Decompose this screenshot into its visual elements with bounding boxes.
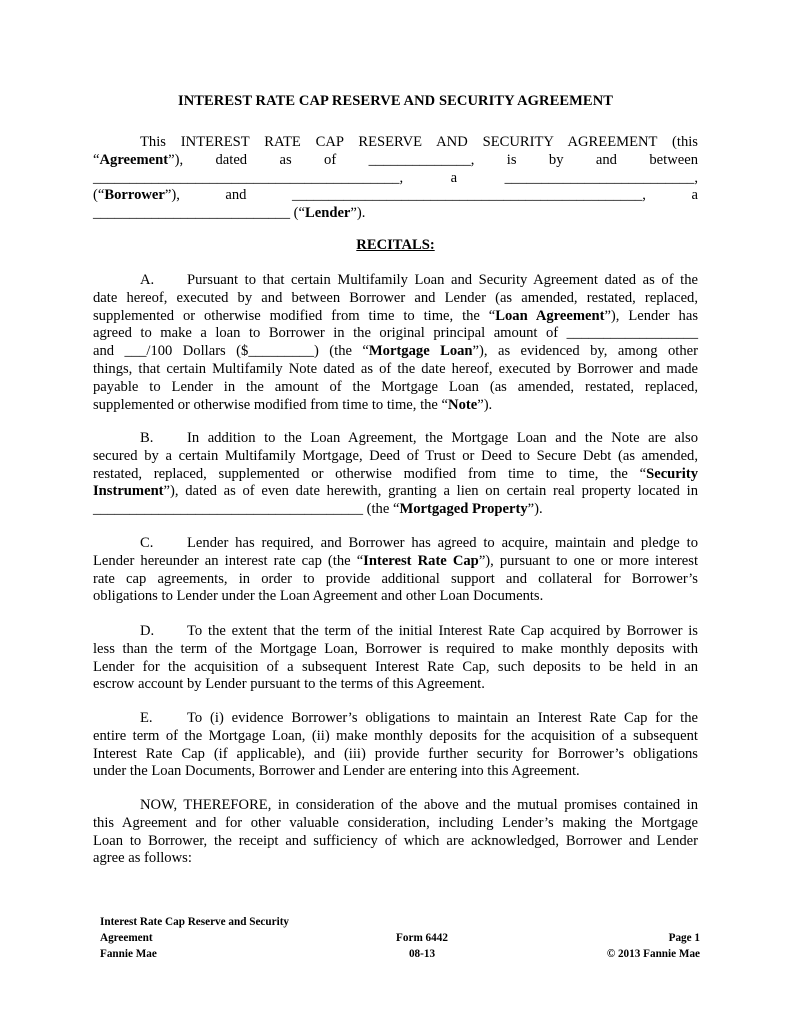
recitals-heading: RECITALS: xyxy=(356,237,435,253)
defined-term-loan-agreement: Loan Agreement xyxy=(495,307,605,324)
page-footer xyxy=(100,914,700,962)
recital-a: A. Pursuant to that certain Multifamily Loan and Security Agreement dated as of the date hereof, executed by and between Borrower and Lender (as amended, restated, replaced, supplemented or otherwise modified from time to time, the “Loan Agreement”), Lender has agreed to make a loan to Borrower in the original principal amount of __________________ and ___/100 Dollars ($_________) (the “Mortgage Loan”), as evidenced by, among other things, that certain Multifamily Note dated as of the date hereof, executed by Borrower and made payable to Lender in the amount of the Mortgage Loan (as amended, restated, replaced, supplemented or otherwise modified from time to time, the “Note”). xyxy=(93,272,698,413)
footer-page-info xyxy=(500,930,700,962)
recital-label: A. xyxy=(140,272,155,288)
recital-e: E. To (i) evidence Borrower’s obligations to maintain an Interest Rate Cap for the entire term of the Mortgage Loan, (ii) make monthly deposits for the acquisition of a subsequent Interest Rate Cap (if applicable), and (iii) provide further security for Borrower’s obligations under the Loan Documents, Borrower and Lender are entering into this Agreement. xyxy=(93,710,698,780)
defined-term-instrument: Instrument xyxy=(93,483,164,500)
recital-d: D. To the extent that the term of the initial Interest Rate Cap acquired by Borrower is less than the term of the Mortgage Loan, Borrower is required to make monthly deposits with Lender for the acquisition of a subsequent Interest Rate Cap, such deposits to be held in an escrow account by Lender pursuant to the terms of this Agreement. xyxy=(93,623,698,693)
recital-label: E. xyxy=(140,710,153,726)
defined-term-security: Security xyxy=(646,465,698,482)
copyright: © 2013 Fannie Mae xyxy=(606,948,700,960)
defined-term-mortgaged-property: Mortgaged Property xyxy=(399,501,528,518)
defined-term-interest-rate-cap: Interest Rate Cap xyxy=(363,552,479,569)
now-therefore-paragraph: NOW, THEREFORE, in consideration of the above and the mutual promises contained in this Agreement and for other valuable consideration, including Lender’s making the Mortgage Loan to Borrower, the receipt and sufficiency of which are acknowledged, Borrower and Lender agree as follows: xyxy=(93,797,698,867)
recital-b: B. In addition to the Loan Agreement, the Mortgage Loan and the Note are also secured by a certain Multifamily Mortgage, Deed of Trust or Deed to Secure Debt (as amended, restated, replaced, supplemented or otherwise modified from time to time, the “Security Instrument”), dated as of even date herewith, granting a lien on certain real property located in _____________________________________ (the “Mortgaged Property”). xyxy=(93,430,698,518)
defined-term-mortgage-loan: Mortgage Loan xyxy=(368,343,473,360)
intro-text: This INTEREST RATE CAP RESERVE AND SECURITY AGREEMENT (this xyxy=(140,134,698,150)
defined-term-note: Note xyxy=(448,396,478,413)
recital-label: B. xyxy=(140,430,154,446)
document-title: INTEREST RATE CAP RESERVE AND SECURITY AGREEMENT xyxy=(177,93,614,109)
defined-term-agreement: Agreement xyxy=(99,151,169,168)
footer-form-number: Form 6442 08-13 xyxy=(396,932,448,960)
recital-label: D. xyxy=(140,623,155,639)
recital-label: C. xyxy=(140,535,154,551)
intro-paragraph: This INTEREST RATE CAP RESERVE AND SECURITY AGREEMENT (this “Agreement”), dated as of ______________, is by and between __________________________________________, a __________________________, (“Borrower”), and ________________________________________________, a ___________________________ (“Lender”). xyxy=(93,134,698,222)
defined-term-lender: Lender xyxy=(305,205,351,222)
borrower-blank: __________________________________________, a __________________________, xyxy=(93,169,698,186)
page-number: Page 1 xyxy=(668,932,700,944)
footer-document-name: Interest Rate Cap Reserve and Security Agreement Fannie Mae xyxy=(100,916,290,960)
defined-term-borrower: Borrower xyxy=(104,187,165,204)
recital-c: C. Lender has required, and Borrower has agreed to acquire, maintain and pledge to Lender hereunder an interest rate cap (the “Interest Rate Cap”), pursuant to one or more interest rate cap agreements, in order to provide additional support and collateral for Borrower’s obligations to Lender under the Loan Agreement and other Loan Documents. xyxy=(93,535,698,605)
